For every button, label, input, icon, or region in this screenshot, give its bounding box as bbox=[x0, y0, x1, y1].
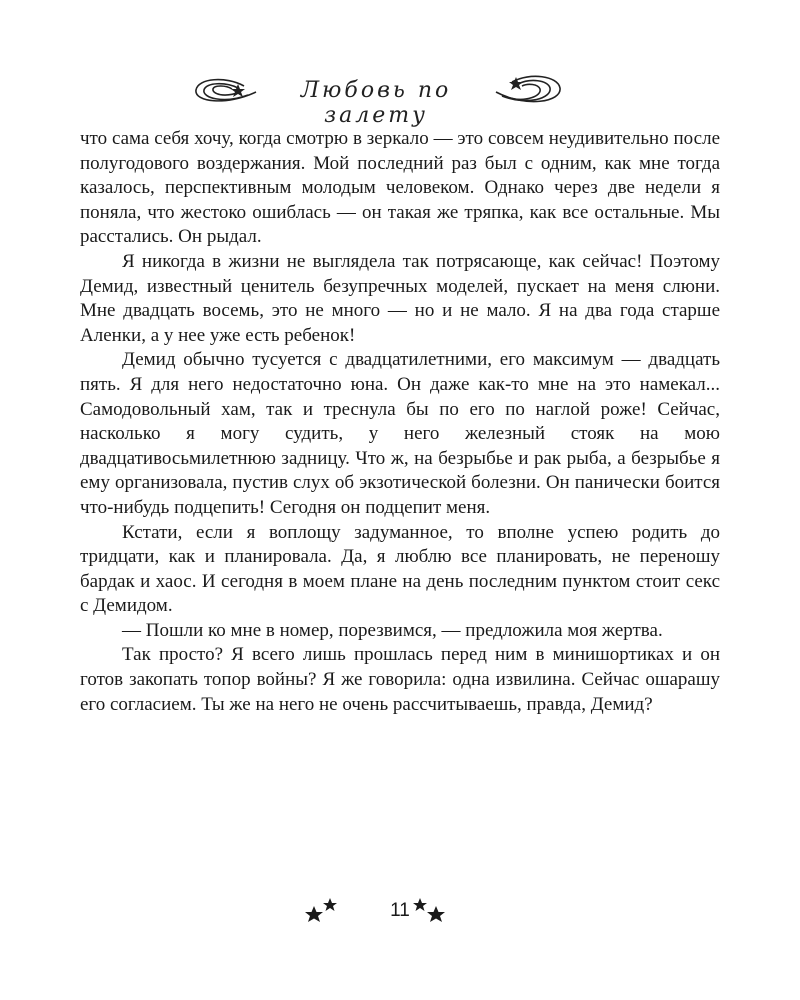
swirl-star-icon bbox=[496, 76, 560, 101]
paragraph: Демид обычно тусуется с двадцатилетними, его максимум — двадцать пять. Я для него недостаточно юна. Он даже как-то мне на это намекал... Самодовольный хам, так и треснула бы по его по наглой роже! Сейчас, насколько я могу судить, у него железный стояк на мою двадцативосьмилетнюю задницу. Что ж, на безрыбье и рак рыба, а безрыбье я ему организовала, пустив слух об экзотической болезни. Он панически боится что-нибудь подцепить! Сегодня он подцепит меня. bbox=[80, 349, 720, 518]
page-number: 11 bbox=[390, 900, 410, 921]
paragraph: — Пошли ко мне в номер, порезвимся, — предложила моя жертва. bbox=[122, 619, 663, 641]
body-text bbox=[80, 127, 720, 717]
swirl-star-icon bbox=[196, 80, 256, 101]
page-footer bbox=[290, 892, 510, 932]
paragraph: Так просто? Я всего лишь прошлась перед ним в минишортиках и он готов закопать топор войны? Я же говорила: одна извилина. Сейчас ошарашу его согласием. Ты же на него не очень рассчитываешь, правда, Демид? bbox=[80, 644, 720, 715]
running-header bbox=[186, 68, 566, 128]
paragraph: что сама себя хочу, когда смотрю в зеркало — это совсем неудивительно после полугодового воздержания. Мой последний раз был с одним, как мне тогда казалось, перспективным молодым человеком. Однако через две недели я поняла, что жестоко ошиблась — он такая же тряпка, как все остальные. Мы расстались. Он рыдал. bbox=[80, 128, 720, 248]
two-stars-icon bbox=[305, 898, 337, 922]
paragraph: Я никогда в жизни не выглядела так потрясающе, как сейчас! Поэтому Демид, известный ценитель безупречных моделей, пускает на меня слюни. Мне двадцать восемь, это не много — но и не мало. Я на два года старше Аленки, а у нее уже есть ребенок! bbox=[80, 250, 720, 346]
book-title: Любовь по залету bbox=[300, 78, 452, 128]
paragraph: Кстати, если я воплощу задуманное, то вполне успею родить до тридцати, как и планировала. Да, я люблю все планировать, не переношу бардак и хаос. И сегодня в моем плане на день последним пунктом стоит секс с Демидом. bbox=[80, 521, 720, 617]
